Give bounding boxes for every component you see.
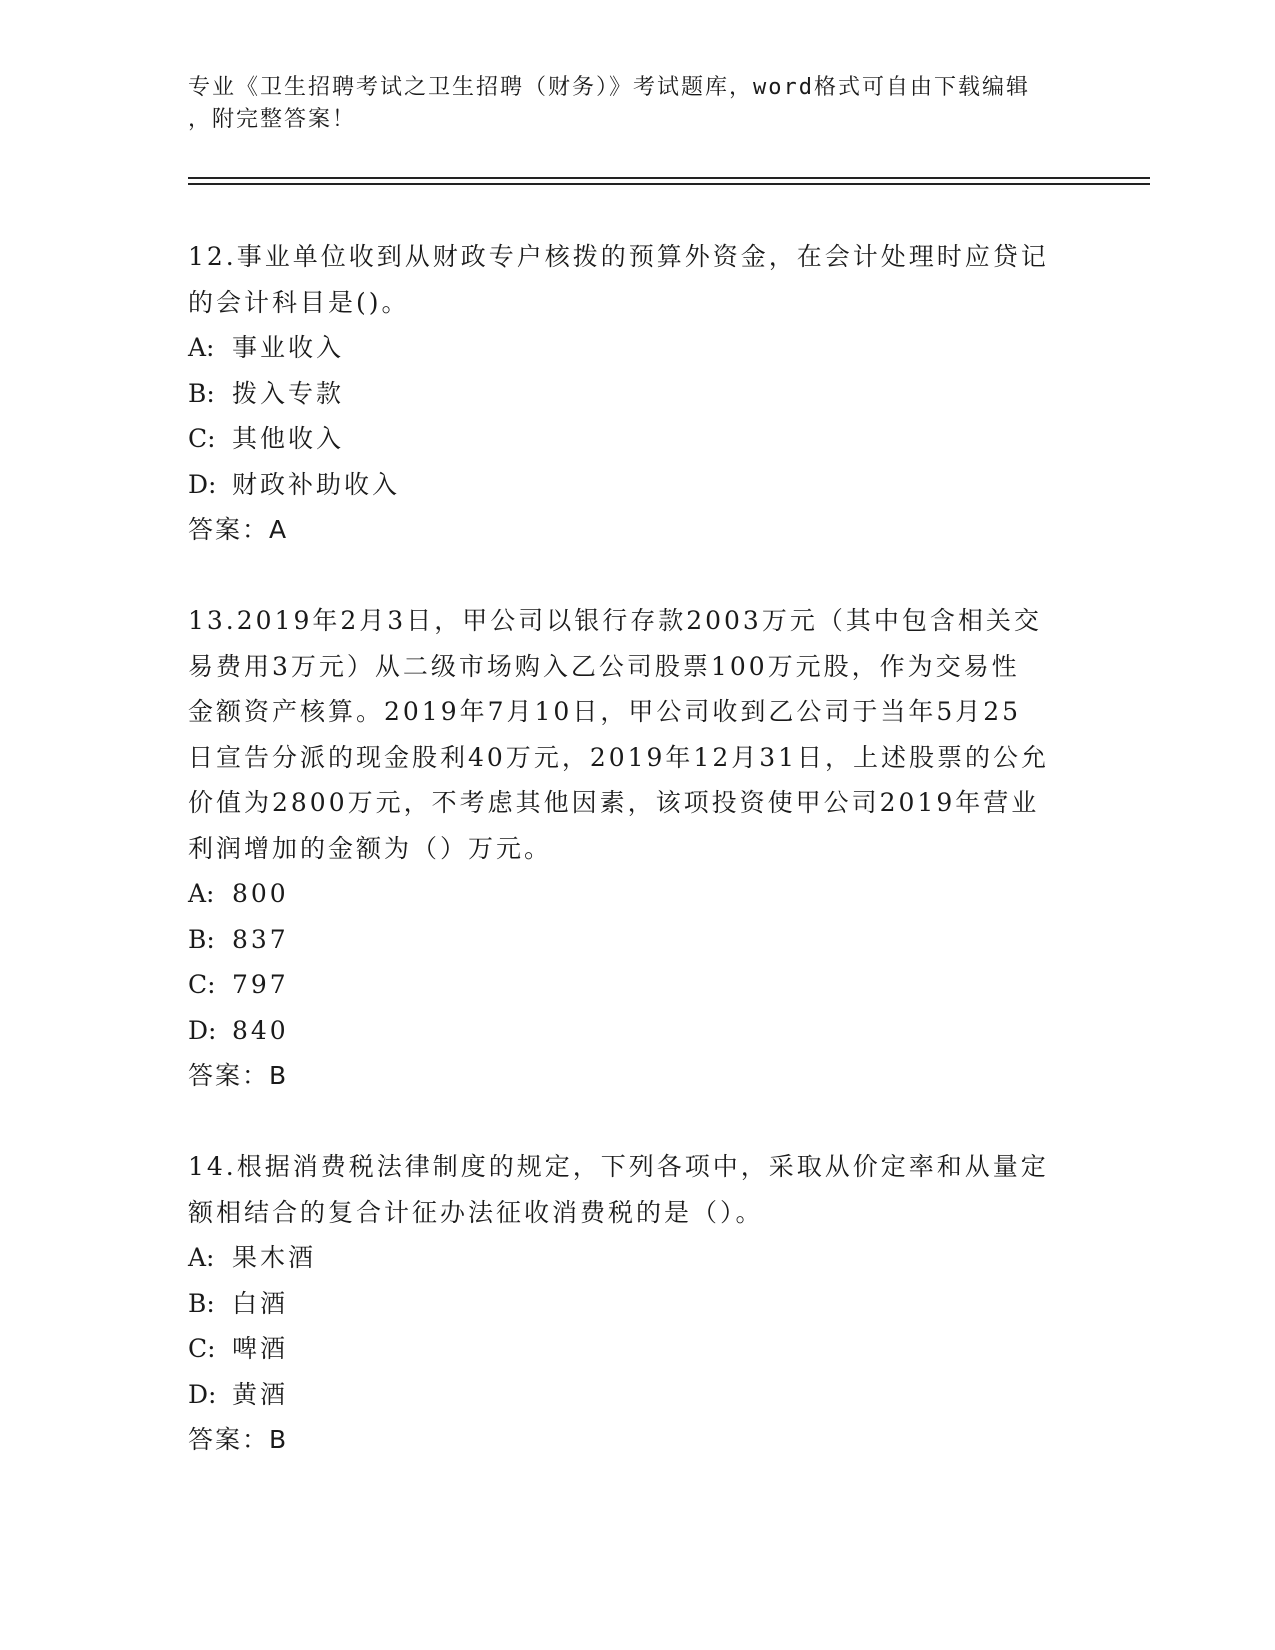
option-text: 事业收入: [232, 333, 345, 362]
header-subtitle-line: ，附完整答案！: [188, 107, 357, 132]
question-14: [188, 1144, 1088, 1463]
option-a: [188, 871, 1088, 917]
question-stem-line: 14.根据消费税法律制度的规定，下列各项中，采取从价定率和从量定: [188, 1152, 1049, 1181]
option-key: A:: [188, 333, 215, 362]
option-d: [188, 1372, 1088, 1418]
option-key: D:: [188, 1379, 217, 1409]
option-text: 840: [232, 1015, 289, 1045]
question-stem-line: 利润增加的金额为（）万元。: [188, 833, 553, 863]
document-header: [188, 72, 1068, 136]
option-key: B:: [188, 378, 215, 408]
header-divider-top: [188, 177, 1150, 179]
question-stem-line: 价值为2800万元，不考虑其他因素，该项投资使甲公司2019年营业: [188, 788, 1040, 817]
option-key: C:: [188, 1334, 216, 1363]
answer-line: 答案：B: [188, 1425, 289, 1454]
option-c: [188, 416, 1088, 462]
option-key: D:: [188, 469, 217, 499]
question-stem-line: 13.2019年2月3日，甲公司以银行存款2003万元（其中包含相关交: [188, 606, 1042, 635]
option-text: 837: [232, 924, 289, 954]
question-stem-line: 日宣告分派的现金股利40万元，2019年12月31日，上述股票的公允: [188, 742, 1050, 772]
option-key: C:: [188, 424, 216, 453]
option-d: [188, 1008, 1088, 1054]
option-text: 财政补助收入: [232, 469, 401, 499]
question-stem-line: 金额资产核算。2019年7月10日，甲公司收到乙公司于当年5月25: [188, 697, 1022, 726]
option-key: A:: [188, 1243, 215, 1272]
option-text: 拨入专款: [232, 378, 345, 408]
option-key: C:: [188, 970, 216, 999]
question-12: [188, 234, 1088, 553]
question-13: [188, 598, 1088, 1099]
question-stem-line: 额相结合的复合计征办法征收消费税的是（）。: [188, 1197, 764, 1227]
header-divider-bottom: [188, 183, 1150, 185]
option-text: 啤酒: [232, 1334, 289, 1363]
option-key: B:: [188, 1288, 215, 1318]
option-text: 800: [232, 879, 289, 908]
option-b: [188, 1281, 1088, 1327]
option-b: [188, 917, 1088, 963]
option-c: [188, 962, 1088, 1008]
option-text: 白酒: [232, 1288, 289, 1318]
option-key: D:: [188, 1015, 217, 1045]
option-text: 果木酒: [232, 1243, 317, 1272]
option-a: [188, 325, 1088, 371]
answer-line: 答案：B: [188, 1061, 289, 1090]
option-c: [188, 1326, 1088, 1372]
header-title-line: 专业《卫生招聘考试之卫生招聘（财务）》考试题库，word格式可自由下载编辑: [188, 75, 1030, 100]
option-text: 797: [232, 970, 289, 999]
option-text: 黄酒: [232, 1379, 289, 1409]
option-key: A:: [188, 879, 215, 908]
option-a: [188, 1235, 1088, 1281]
option-key: B:: [188, 924, 215, 954]
question-stem-line: 12.事业单位收到从财政专户核拨的预算外资金，在会计处理时应贷记: [188, 242, 1049, 271]
answer-line: 答案：A: [188, 515, 289, 544]
option-text: 其他收入: [232, 424, 345, 453]
question-stem-line: 的会计科目是()。: [188, 287, 410, 317]
question-stem-line: 易费用3万元）从二级市场购入乙公司股票100万元股，作为交易性: [188, 651, 1020, 681]
option-b: [188, 371, 1088, 417]
option-d: [188, 462, 1088, 508]
